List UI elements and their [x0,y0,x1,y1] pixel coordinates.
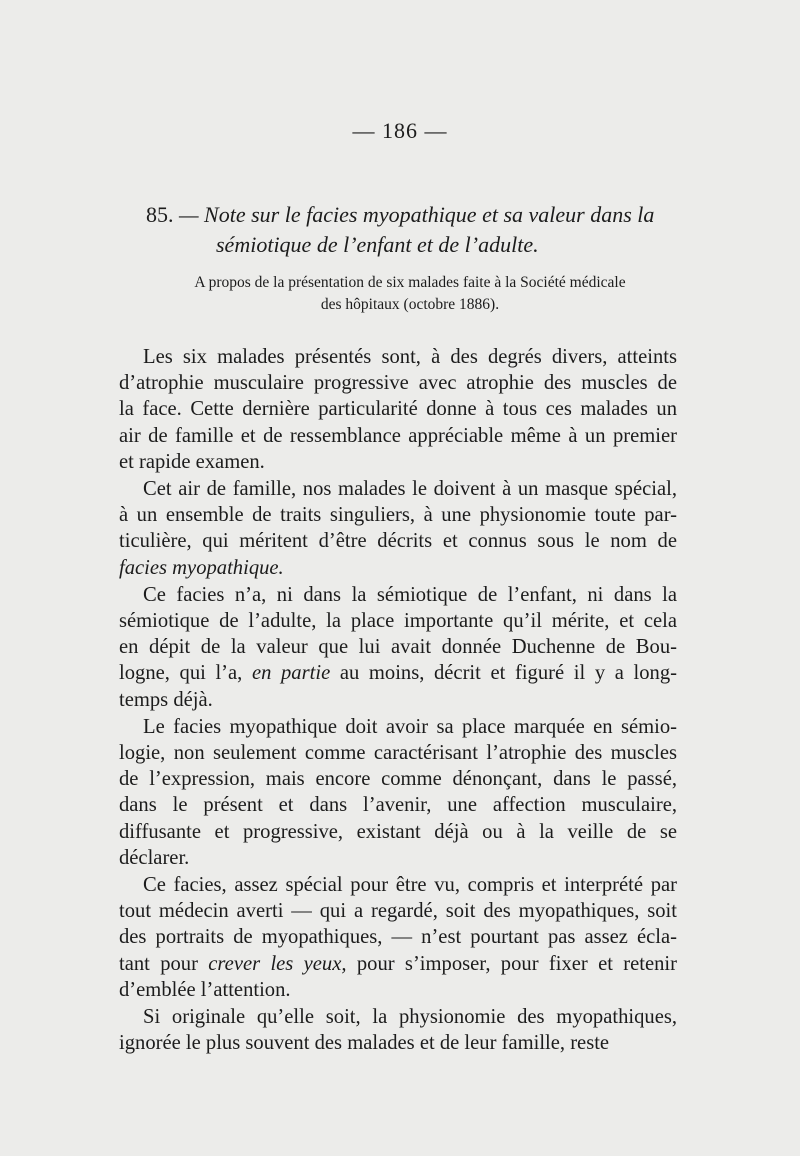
paragraph [119,582,677,713]
paragraph [119,344,677,475]
section-title-line2: sémiotique de l’enfant et de l’adulte. [216,232,539,257]
paragraph [119,1004,677,1056]
text-line: facies myopathique. [119,556,284,579]
text-line: Si originale qu’elle soit, la physionomie des myopathiques, [143,1006,677,1029]
text-line: de l’expression, mais encore comme dénonçant, dans le passé, [119,768,677,791]
text-line: ticulière, qui méritent d’être décrits et connus sous le nom de [119,530,677,553]
paragraph [119,714,677,871]
text-line: diffusante et progressive, existant déjà ou à la veille de se [119,820,677,843]
text-line: la face. Cette dernière particularité donne à tous ces malades un [119,398,677,421]
body-text [119,344,677,1056]
text-line: des portraits de myopathiques, — n’est pourtant pas assez écla- [119,926,677,949]
text-line: logne, qui l’a, en partie au moins, décrit et figuré il y a long- [119,662,677,685]
text-line: temps déjà. [119,688,213,711]
text-line: Les six malades présentés sont, à des degrés divers, atteints [143,346,677,368]
text-line: déclarer. [119,846,190,869]
text-line: en dépit de la valeur que lui avait donnée Duchenne de Bou- [119,636,677,659]
page-number: — 186 — [352,118,448,143]
text-line: dans le présent et dans l’avenir, une affection musculaire, [119,794,677,817]
section-subtitle [140,272,680,316]
section-number: 85. [146,202,174,227]
text-line: sémiotique de l’adulte, la place importante qu’il mérite, et cela [119,610,677,633]
paragraph [119,476,677,581]
text-line: air de famille et de ressemblance appréciable même à un premier [119,424,677,447]
paragraph [119,872,677,1003]
text-line: Ce facies, assez spécial pour être vu, compris et interprété par [143,874,677,897]
text-line: Cet air de famille, nos malades le doivent à un masque spécial, [143,478,677,501]
text-line: d’atrophie musculaire progressive avec atrophie des muscles de [119,372,677,395]
text-line: logie, non seulement comme caractérisant l’atrophie des muscles [119,742,677,765]
text-line: d’emblée l’attention. [119,978,291,1001]
text-line: tant pour crever les yeux, pour s’imposer, pour fixer et retenir [119,952,677,975]
text-line: Le facies myopathique doit avoir sa place marquée en sémio- [143,715,677,738]
subtitle-line2: des hôpitaux (octobre 1886). [320,296,500,313]
subtitle-line1: A propos de la présentation de six malades faite à la Société médicale [194,274,626,291]
text-line: Ce facies n’a, ni dans la sémiotique de l’enfant, ni dans la [143,583,677,606]
text-line: tout médecin averti — qui a regardé, soit des myopathiques, soit [119,900,677,923]
section-title-line1: — Note sur le facies myopathique et sa valeur dans la [179,202,655,227]
text-line: à un ensemble de traits singuliers, à une physionomie toute par- [119,504,677,527]
text-line: et rapide examen. [119,450,265,473]
text-line: ignorée le plus souvent des malades et de leur famille, reste [119,1032,610,1055]
section-heading [146,200,686,260]
